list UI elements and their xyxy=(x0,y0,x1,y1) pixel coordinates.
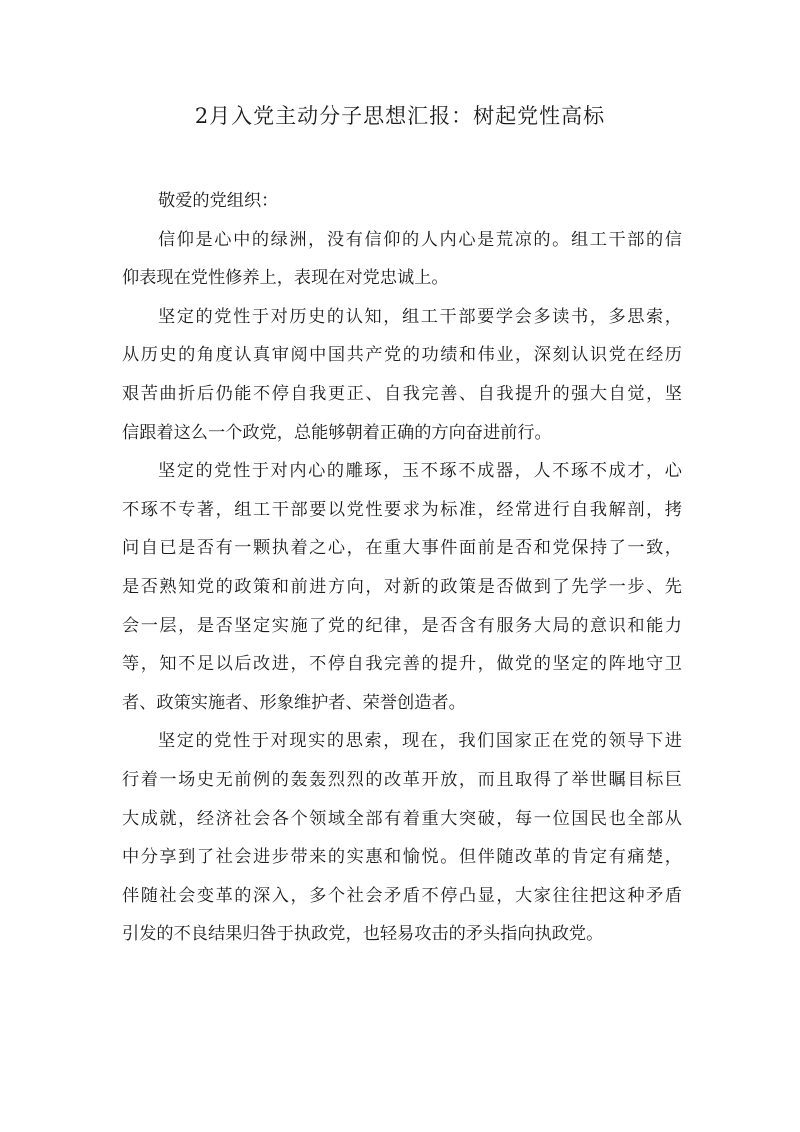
paragraph-line: 问自已是否有一颗执着之心，在重大事件面前是否和党保持了一致， xyxy=(122,538,682,559)
document-title: 2月入党主动分子思想汇报：树起党性高标 xyxy=(194,104,606,128)
paragraph-line: 引发的不良结果归咎于执政党，也轻易攻击的矛头指向执政党。 xyxy=(122,924,604,945)
paragraph-line: 信跟着这么一个政党，总能够朝着正确的方向奋进前行。 xyxy=(122,422,552,443)
paragraph-line: 从历史的角度认真审阅中国共产党的功绩和伟业，深刻认识党在经历 xyxy=(122,345,682,366)
paragraph-line: 者、政策实施者、形象维护者、荣誉创造者。 xyxy=(122,692,466,713)
paragraph xyxy=(122,722,682,954)
paragraph xyxy=(122,221,682,298)
paragraph-line: 伴随社会变革的深入，多个社会矛盾不停凸显，大家往往把这种矛盾 xyxy=(122,885,682,906)
paragraph-line: 坚定的党性于对内心的雕琢，玉不琢不成器，人不琢不成才，心 xyxy=(158,461,682,482)
paragraph-line: 中分享到了社会进步带来的实惠和愉悦。但伴随改革的肯定有痛楚， xyxy=(122,847,682,868)
paragraph-line: 信仰是心中的绿洲，没有信仰的人内心是荒凉的。组工干部的信 xyxy=(158,229,682,250)
document-body xyxy=(122,182,682,954)
paragraph-line: 不琢不专著，组工干部要以党性要求为标准，经常进行自我解剖，拷 xyxy=(122,499,682,520)
paragraph xyxy=(122,452,682,722)
paragraph-line: 是否熟知党的政策和前进方向，对新的政策是否做到了先学一步、先 xyxy=(122,576,682,597)
salutation: 敬爱的党组织： xyxy=(158,191,279,211)
paragraph xyxy=(122,298,682,452)
paragraph-line: 坚定的党性于对现实的思索，现在，我们国家正在党的领导下进 xyxy=(158,731,682,752)
paragraph-line: 会一层，是否坚定实施了党的纪律，是否含有服务大局的意识和能力 xyxy=(122,615,682,636)
paragraph-line: 大成就，经济社会各个领域全部有着重大突破，每一位国民也全部从 xyxy=(122,808,682,829)
paragraph-line: 等，知不足以后改进，不停自我完善的提升，做党的坚定的阵地守卫 xyxy=(122,654,682,675)
paragraph-line: 行着一场史无前例的轰轰烈烈的改革开放，而且取得了举世瞩目标巨 xyxy=(122,769,682,790)
paragraph-line: 仰表现在党性修养上，表现在对党忠诚上。 xyxy=(122,268,449,289)
paragraph-line: 坚定的党性于对历史的认知，组工干部要学会多读书，多思索， xyxy=(158,306,682,327)
paragraph-line: 艰苦曲折后仍能不停自我更正、自我完善、自我提升的强大自觉，坚 xyxy=(122,383,682,404)
